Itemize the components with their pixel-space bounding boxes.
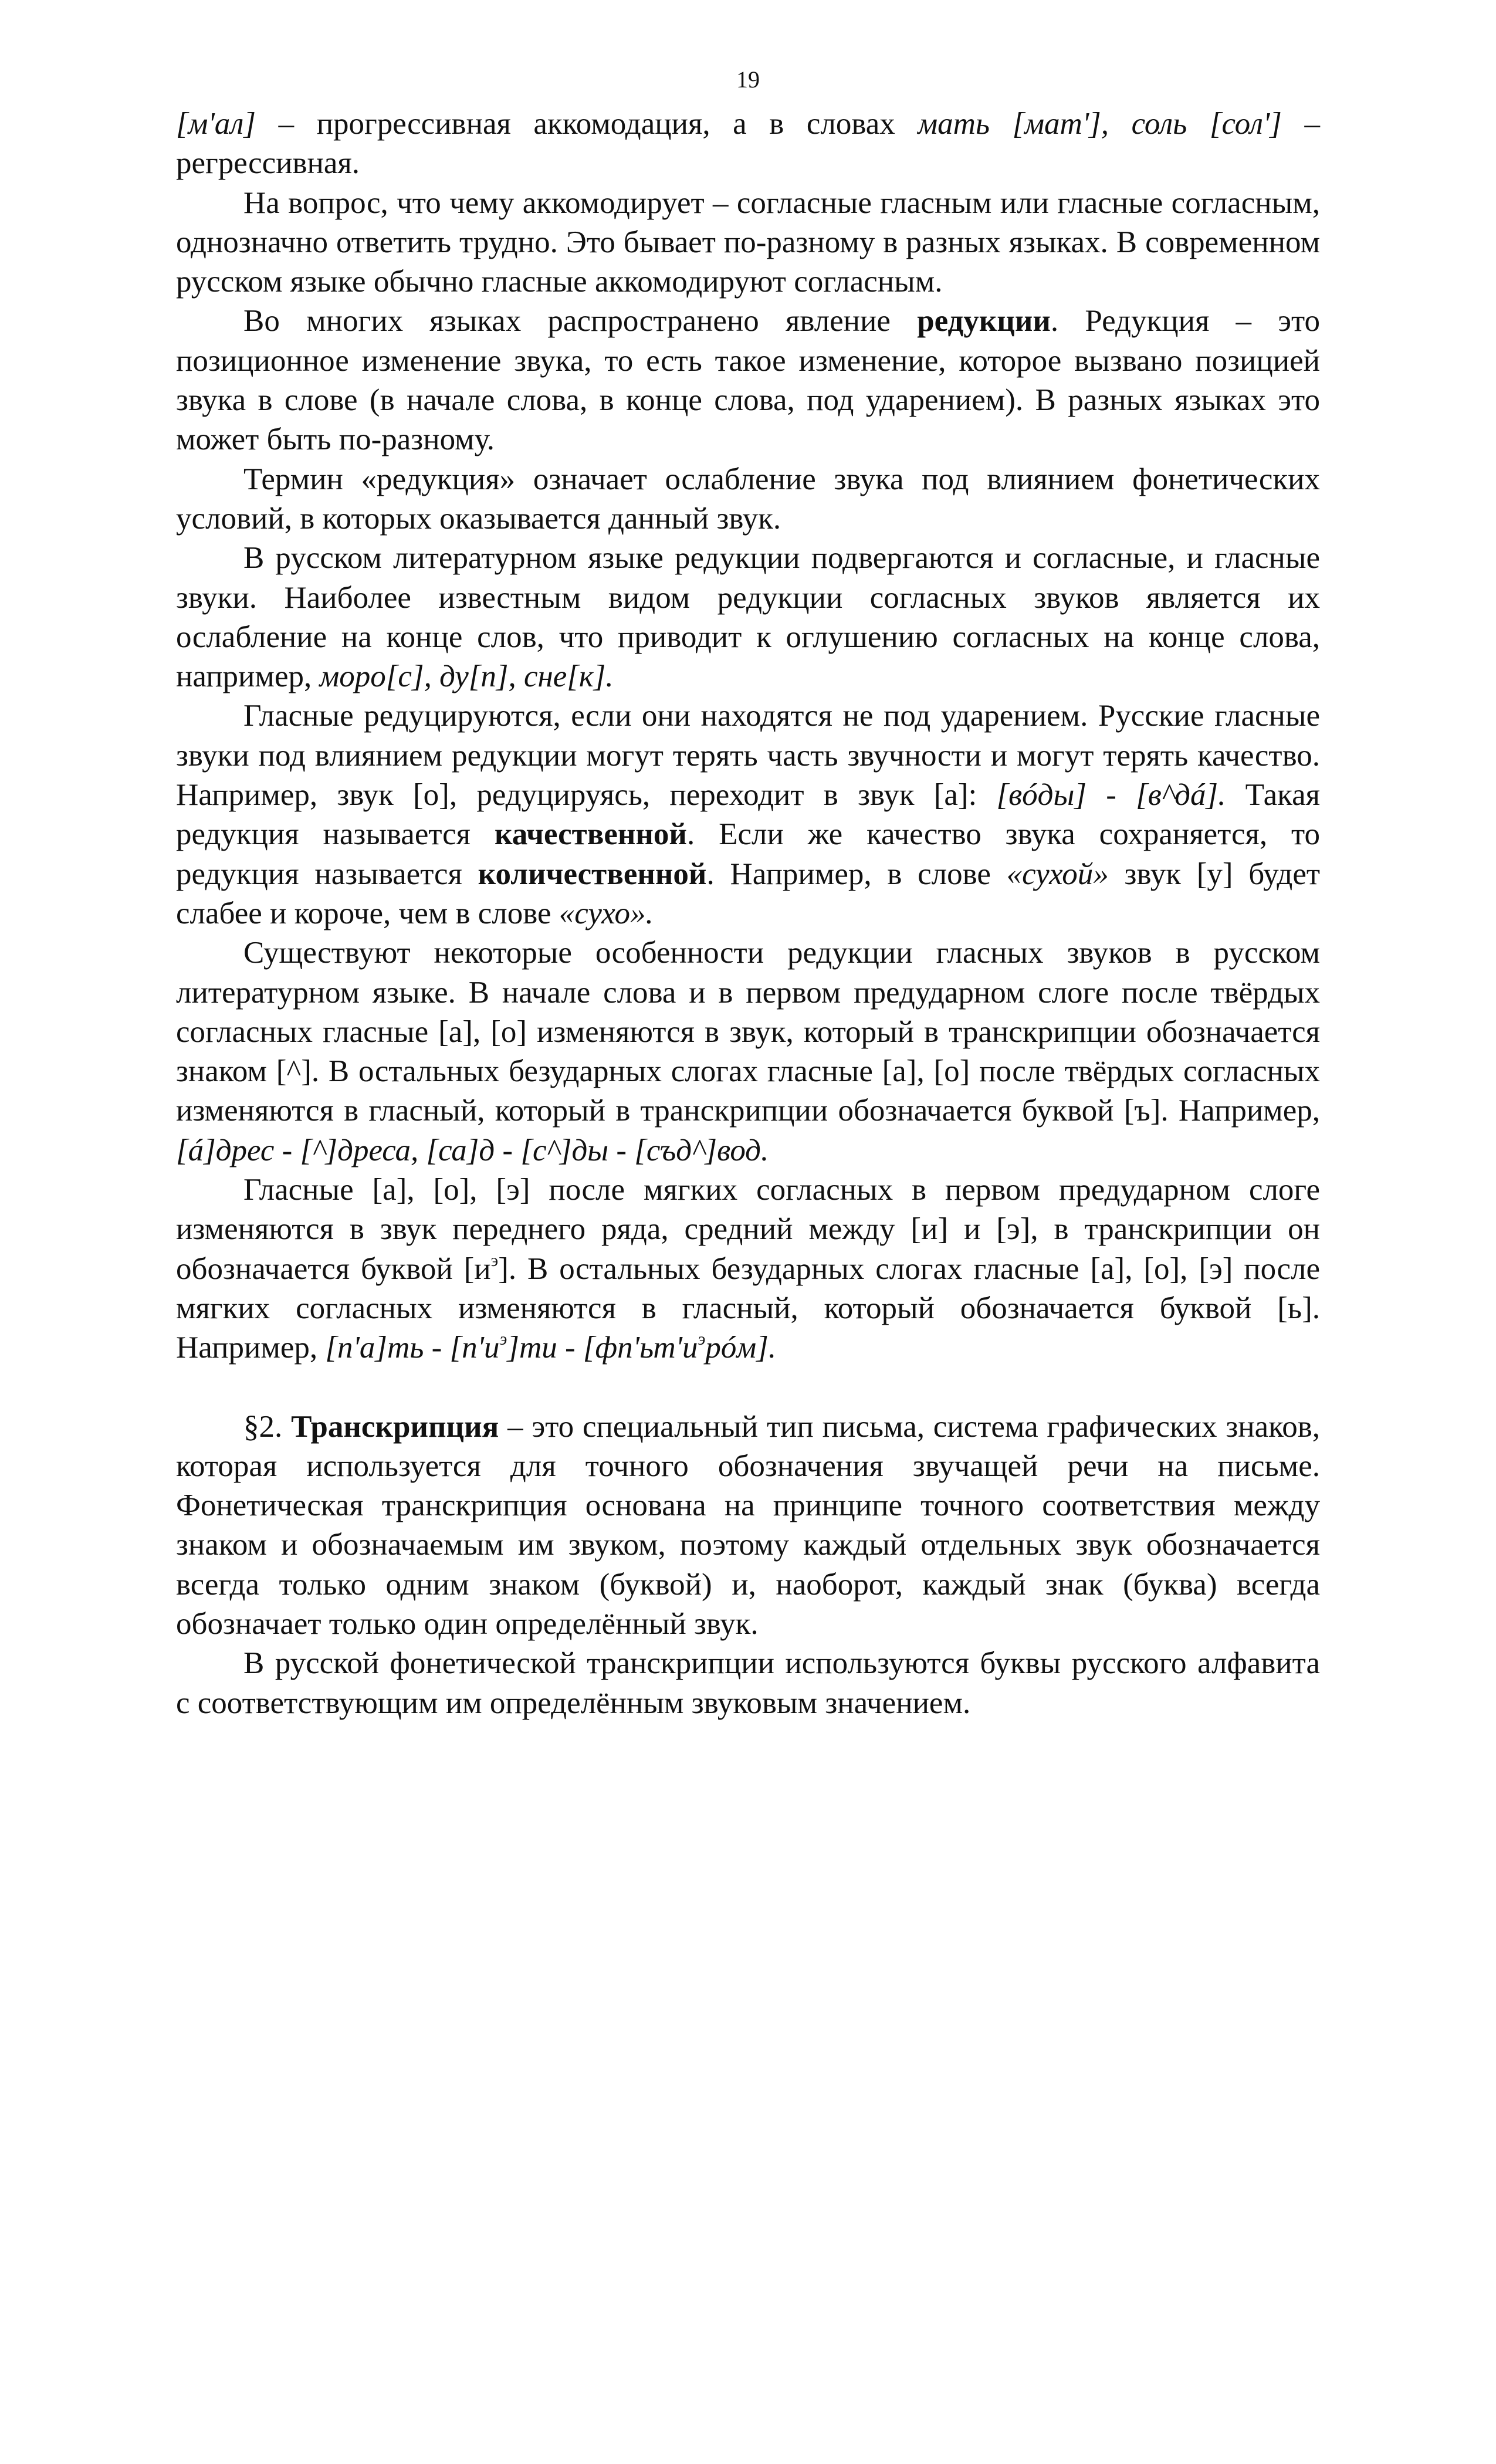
superscript: э (698, 1330, 706, 1349)
paragraph (176, 104, 1320, 184)
text-run: . Если же качество звука сохраняется, то редукция называется (176, 817, 1320, 891)
bold-term: качественной (494, 817, 687, 852)
italic-text: [вóды] - [в^дá]. (996, 778, 1226, 813)
paragraph (176, 302, 1320, 459)
text-run: Гласные редуцируются, если они находятся не под ударением. Русские гласные звуки под влиянием редукции могут терять часть звучности и могут терять качество. Например, звук [о], редуцируясь, переходит в звук [а]: (176, 699, 1320, 813)
body-text (176, 104, 1320, 1723)
paragraph (176, 460, 1320, 539)
text-run: – это специальный тип письма, система графических знаков, которая используется для точного обозначения звучащей речи на письме. Фонетическая транскрипция основана на принципе точного соответствия между знаком и обозначаемым им звуком, поэтому каждый отдельных звук обозначается всегда только одним знаком (буквой) и, наоборот, каждый знак (буква) всегда обозначает только один определённый звук. (176, 1409, 1321, 1641)
italic-text: мать [мат'], соль [сол'] (918, 107, 1282, 141)
italic-text: моро[с], ду[п], сне[к]. (319, 659, 614, 694)
italic-text: [м'ал] (176, 107, 256, 141)
text-run: В русской фонетической транскрипции используются буквы русского алфавита с соответствующим им определённым звуковым значением. (176, 1646, 1320, 1720)
text-run: . Например, в слове (706, 857, 1007, 891)
text-run: . Редукция – это позиционное изменение звука, то есть такое изменение, которое вызвано позицией звука в слове (в начале слова, в конце слова, под ударением). В разных языках это может быть по-разному. (176, 304, 1320, 457)
paragraph (176, 1170, 1320, 1368)
italic-text: [п'а]ть - [п'и (325, 1331, 500, 1365)
text-run: ]. В остальных безударных слогах гласные [а], [о], [э] после мягких согласных изменяются в гласный, который обозначается буквой [ь]. Например, (176, 1251, 1320, 1365)
italic-text: «сухо». (559, 896, 654, 930)
text-run: Такая редукция называется (176, 778, 1321, 852)
bold-term: Транскрипция (291, 1409, 499, 1444)
text-run: – регрессивная. (176, 107, 1320, 181)
superscript: э (499, 1330, 507, 1349)
bold-term: редукции (917, 304, 1051, 339)
page-number: 19 (736, 66, 760, 93)
text-run: На вопрос, что чему аккомодирует – согласные гласным или гласные согласным, однозначно ответить трудно. Это бывает по-разному в разных языках. В современном русском языке обычно гласные аккомодируют согласным. (176, 185, 1320, 299)
text-run: звук [у] будет слабее и короче, чем в слове (176, 857, 1320, 930)
text-run: Существуют некоторые особенности редукции гласных звуков в русском литературном языке. В начале слова и в первом предударном слоге после твёрдых согласных гласные [а], [о] изменяются в звук, который в транскрипции обозначается знаком [^]. В остальных безударных слогах гласные [а], [о] после твёрдых согласных изменяются в гласный, который в транскрипции обозначается буквой [ъ]. Например, (176, 936, 1320, 1128)
section-paragraph (176, 1407, 1320, 1644)
italic-text: «сухой» (1006, 857, 1109, 891)
italic-text: ]ти - [фп'ьт'и (507, 1331, 698, 1365)
paragraph (176, 933, 1320, 1170)
paragraph (176, 184, 1320, 302)
text-run: Во многих языках распространено явление (243, 304, 918, 339)
superscript: э (490, 1251, 499, 1270)
italic-text: [á]дрес - [^]дреса, [са]д - [с^]ды - [съд^]вод. (176, 1133, 769, 1167)
text-run: Термин «редукция» означает ослабление звука под влиянием фонетических условий, в которых оказывается данный звук. (176, 462, 1320, 536)
text-run: Гласные [а], [о], [э] после мягких согласных в первом предударном слоге изменяются в звук переднего ряда, средний между [и] и [э], в транскрипции он обозначается буквой [и (176, 1173, 1320, 1286)
paragraph (176, 696, 1320, 933)
text-run: §2. (243, 1409, 292, 1444)
bold-term: количественной (478, 857, 707, 891)
text-run: В русском литературном языке редукции подвергаются и согласные, и гласные звуки. Наиболее известным видом редукции согласных звуков является их ослабление на конце слов, что приводит к оглушению согласных на конце слова, например, (176, 541, 1320, 694)
italic-text: рóм]. (705, 1331, 777, 1365)
text-run: – прогрессивная аккомодация, а в словах (256, 107, 918, 141)
paragraph (176, 1644, 1320, 1723)
paragraph (176, 539, 1320, 696)
